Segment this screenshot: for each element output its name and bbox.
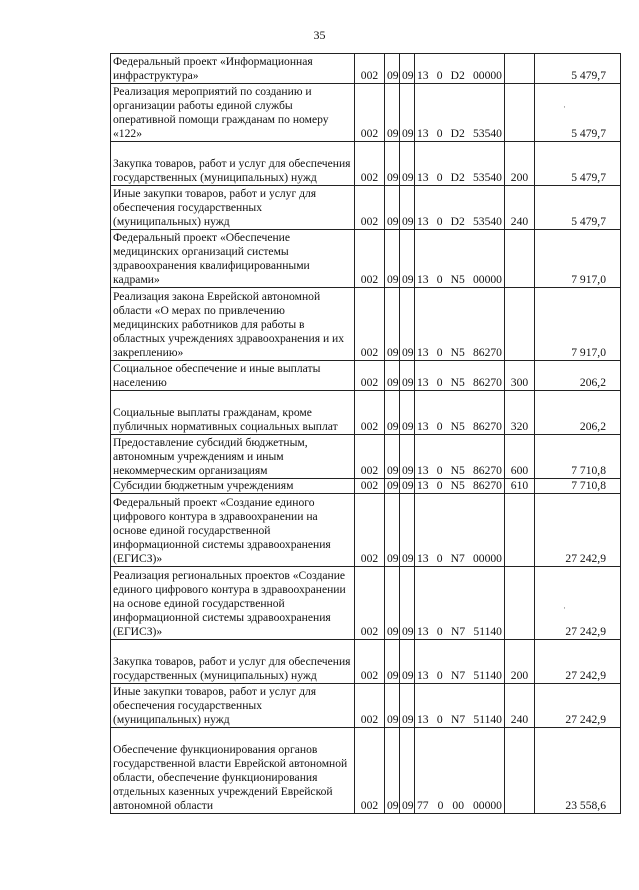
- amount: 27 242,9: [535, 640, 621, 684]
- target-article: [415, 361, 505, 391]
- target-article-part: 86270: [472, 420, 502, 433]
- target-article-part: 13: [417, 669, 429, 682]
- target-article: [415, 391, 505, 435]
- subsection-code: 09: [400, 494, 415, 567]
- scan-speck: ·: [563, 102, 566, 112]
- section-code: 09: [385, 494, 400, 567]
- ministry-code: 002: [355, 142, 385, 186]
- target-article-part: D2: [450, 171, 465, 184]
- section-code: 09: [385, 288, 400, 361]
- target-article-part: N5: [450, 376, 465, 389]
- row-name: Обеспечение функционирования органов государственной власти Еврейской автономной области, обеспечение функционирования отдельных казенных учреждений Еврейской автономной области: [111, 728, 355, 814]
- table-row: [111, 479, 621, 494]
- target-article-part: 51140: [473, 669, 502, 682]
- expense-type-code: [505, 728, 535, 814]
- expense-type-code: [505, 230, 535, 288]
- subsection-code: 09: [400, 391, 415, 435]
- target-article-part: 13: [417, 625, 429, 638]
- expense-type-code: [505, 84, 535, 142]
- amount: 7 710,8: [535, 435, 621, 479]
- target-article-part: N5: [450, 346, 465, 359]
- ministry-code: 002: [355, 54, 385, 84]
- table-row: [111, 391, 621, 435]
- section-code: 09: [385, 435, 400, 479]
- amount: 206,2: [535, 391, 621, 435]
- row-name: Федеральный проект «Информационная инфраструктура»: [111, 54, 355, 84]
- target-article-part: 53540: [472, 127, 502, 140]
- subsection-code: 09: [400, 640, 415, 684]
- target-article-part: 00000: [472, 69, 502, 82]
- target-article-part: N7: [450, 669, 466, 682]
- target-article-part: 86270: [472, 464, 502, 477]
- section-code: 09: [385, 230, 400, 288]
- subsection-code: 09: [400, 361, 415, 391]
- target-article-part: N5: [450, 273, 465, 286]
- target-article: [415, 684, 505, 728]
- expense-type-code: [505, 494, 535, 567]
- expense-type-code: 200: [505, 640, 535, 684]
- section-code: 09: [385, 684, 400, 728]
- ministry-code: 002: [355, 361, 385, 391]
- ministry-code: 002: [355, 288, 385, 361]
- section-code: 09: [385, 84, 400, 142]
- target-article-part: 0: [436, 669, 443, 682]
- table-row: [111, 567, 621, 640]
- ministry-code: 002: [355, 84, 385, 142]
- table-row: [111, 186, 621, 230]
- section-code: 09: [385, 479, 400, 494]
- target-article: [415, 230, 505, 288]
- amount: 7 917,0: [535, 288, 621, 361]
- ministry-code: 002: [355, 391, 385, 435]
- target-article-part: 00: [452, 799, 464, 812]
- row-name: Иные закупки товаров, работ и услуг для обеспечения государственных (муниципальных) нужд: [111, 186, 355, 230]
- table-row: [111, 288, 621, 361]
- row-name: Реализация мероприятий по созданию и организации работы единой службы оперативной помощи гражданам по номеру «122»: [111, 84, 355, 142]
- amount: 5 479,7: [535, 84, 621, 142]
- subsection-code: 09: [400, 54, 415, 84]
- ministry-code: 002: [355, 494, 385, 567]
- amount: 27 242,9: [535, 684, 621, 728]
- target-article-part: N5: [450, 420, 465, 433]
- subsection-code: 09: [400, 186, 415, 230]
- target-article-part: N7: [450, 625, 466, 638]
- target-article-part: 0: [436, 346, 443, 359]
- target-article-part: 0: [436, 273, 443, 286]
- target-article-part: N7: [450, 713, 466, 726]
- table-row: [111, 54, 621, 84]
- amount: 206,2: [535, 361, 621, 391]
- row-name: Закупка товаров, работ и услуг для обеспечения государственных (муниципальных) нужд: [111, 142, 355, 186]
- row-name: Иные закупки товаров, работ и услуг для обеспечения государственных (муниципальных) нужд: [111, 684, 355, 728]
- expense-type-code: 600: [505, 435, 535, 479]
- table-row: [111, 84, 621, 142]
- target-article-part: 0: [436, 713, 443, 726]
- expense-type-code: 240: [505, 684, 535, 728]
- target-article-part: 13: [417, 273, 429, 286]
- target-article-part: 0: [436, 69, 443, 82]
- amount: 27 242,9: [535, 494, 621, 567]
- target-article: [415, 494, 505, 567]
- target-article-part: 53540: [472, 215, 502, 228]
- subsection-code: 09: [400, 567, 415, 640]
- amount: 7 710,8: [535, 479, 621, 494]
- target-article: [415, 84, 505, 142]
- target-article-part: D2: [450, 69, 465, 82]
- target-article-part: 13: [417, 464, 429, 477]
- amount: 27 242,9: [535, 567, 621, 640]
- subsection-code: 09: [400, 684, 415, 728]
- ministry-code: 002: [355, 186, 385, 230]
- target-article: [415, 640, 505, 684]
- target-article-part: 0: [436, 215, 443, 228]
- table-row: [111, 494, 621, 567]
- target-article-part: 86270: [472, 479, 502, 492]
- target-article-part: 13: [417, 346, 429, 359]
- section-code: 09: [385, 361, 400, 391]
- target-article: [415, 54, 505, 84]
- amount: 5 479,7: [535, 142, 621, 186]
- subsection-code: 09: [400, 435, 415, 479]
- target-article-part: 00000: [472, 552, 502, 565]
- table-row: [111, 684, 621, 728]
- ministry-code: 002: [355, 479, 385, 494]
- target-article-part: N5: [450, 479, 465, 492]
- subsection-code: 09: [400, 728, 415, 814]
- amount: 5 479,7: [535, 54, 621, 84]
- target-article-part: 0: [436, 171, 443, 184]
- amount: 5 479,7: [535, 186, 621, 230]
- subsection-code: 09: [400, 288, 415, 361]
- target-article-part: 13: [417, 552, 429, 565]
- target-article-part: N7: [450, 552, 465, 565]
- target-article: [415, 142, 505, 186]
- expense-type-code: [505, 567, 535, 640]
- row-name: Реализация региональных проектов «Создание единого цифрового контура в здравоохранении на основе единой государственной информационной системы здравоохранения (ЕГИСЗ)»: [111, 567, 355, 640]
- subsection-code: 09: [400, 84, 415, 142]
- section-code: 09: [385, 640, 400, 684]
- row-name: Федеральный проект «Создание единого цифрового контура в здравоохранении на основе единой государственной информационной системы здравоохранения (ЕГИСЗ)»: [111, 494, 355, 567]
- target-article-part: 13: [417, 376, 429, 389]
- target-article-part: 13: [417, 215, 429, 228]
- target-article: [415, 728, 505, 814]
- section-code: 09: [385, 728, 400, 814]
- table-row: [111, 142, 621, 186]
- target-article-part: 0: [436, 420, 443, 433]
- page-number: 35: [313, 28, 326, 42]
- target-article: [415, 288, 505, 361]
- row-name: Субсидии бюджетным учреждениям: [111, 479, 355, 494]
- row-name: Социальное обеспечение и иные выплаты населению: [111, 361, 355, 391]
- target-article-part: 0: [436, 464, 443, 477]
- expense-type-code: 200: [505, 142, 535, 186]
- target-article-part: 0: [436, 479, 443, 492]
- ministry-code: 002: [355, 567, 385, 640]
- row-name: Федеральный проект «Обеспечение медицинских организаций системы здравоохранения квалифицированными кадрами»: [111, 230, 355, 288]
- target-article: [415, 186, 505, 230]
- section-code: 09: [385, 186, 400, 230]
- target-article-part: 0: [436, 625, 443, 638]
- subsection-code: 09: [400, 479, 415, 494]
- target-article-part: 13: [417, 171, 429, 184]
- target-article-part: 13: [417, 479, 429, 492]
- target-article-part: 0: [437, 799, 444, 812]
- target-article-part: 86270: [472, 376, 502, 389]
- expense-type-code: 320: [505, 391, 535, 435]
- subsection-code: 09: [400, 142, 415, 186]
- row-name: Социальные выплаты гражданам, кроме публичных нормативных социальных выплат: [111, 391, 355, 435]
- target-article-part: 13: [417, 713, 429, 726]
- table-row: [111, 435, 621, 479]
- target-article: [415, 435, 505, 479]
- table-row: [111, 230, 621, 288]
- ministry-code: 002: [355, 435, 385, 479]
- target-article-part: D2: [450, 127, 465, 140]
- section-code: 09: [385, 142, 400, 186]
- ministry-code: 002: [355, 230, 385, 288]
- subsection-code: 09: [400, 230, 415, 288]
- row-name: Закупка товаров, работ и услуг для обеспечения государственных (муниципальных) нужд: [111, 640, 355, 684]
- target-article-part: 86270: [472, 346, 502, 359]
- ministry-code: 002: [355, 728, 385, 814]
- target-article-part: 51140: [473, 625, 502, 638]
- ministry-code: 002: [355, 684, 385, 728]
- target-article-part: 00000: [472, 799, 502, 812]
- target-article-part: 13: [417, 69, 429, 82]
- target-article-part: D2: [450, 215, 465, 228]
- table-row: [111, 640, 621, 684]
- amount: 23 558,6: [535, 728, 621, 814]
- ministry-code: 002: [355, 640, 385, 684]
- target-article-part: 0: [436, 552, 443, 565]
- expense-type-code: 240: [505, 186, 535, 230]
- expense-type-code: 610: [505, 479, 535, 494]
- row-name: Реализация закона Еврейской автономной области «О мерах по привлечению медицинских работников для работы в областных учреждениях здравоохранения и их закреплению»: [111, 288, 355, 361]
- section-code: 09: [385, 391, 400, 435]
- budget-table: [110, 53, 621, 814]
- amount: 7 917,0: [535, 230, 621, 288]
- target-article-part: 13: [417, 420, 429, 433]
- section-code: 09: [385, 54, 400, 84]
- expense-type-code: [505, 54, 535, 84]
- target-article-part: 00000: [472, 273, 502, 286]
- section-code: 09: [385, 567, 400, 640]
- expense-type-code: [505, 288, 535, 361]
- target-article-part: 51140: [473, 713, 502, 726]
- target-article-part: 53540: [472, 171, 502, 184]
- row-name: Предоставление субсидий бюджетным, автономным учреждениям и иным некоммерческим организациям: [111, 435, 355, 479]
- target-article-part: 0: [436, 127, 443, 140]
- scan-speck: ·: [563, 603, 566, 613]
- target-article-part: 77: [417, 799, 429, 812]
- table-row: [111, 361, 621, 391]
- expense-type-code: 300: [505, 361, 535, 391]
- target-article: [415, 479, 505, 494]
- target-article: [415, 567, 505, 640]
- table-row: [111, 728, 621, 814]
- target-article-part: 13: [417, 127, 429, 140]
- target-article-part: 0: [436, 376, 443, 389]
- target-article-part: N5: [450, 464, 465, 477]
